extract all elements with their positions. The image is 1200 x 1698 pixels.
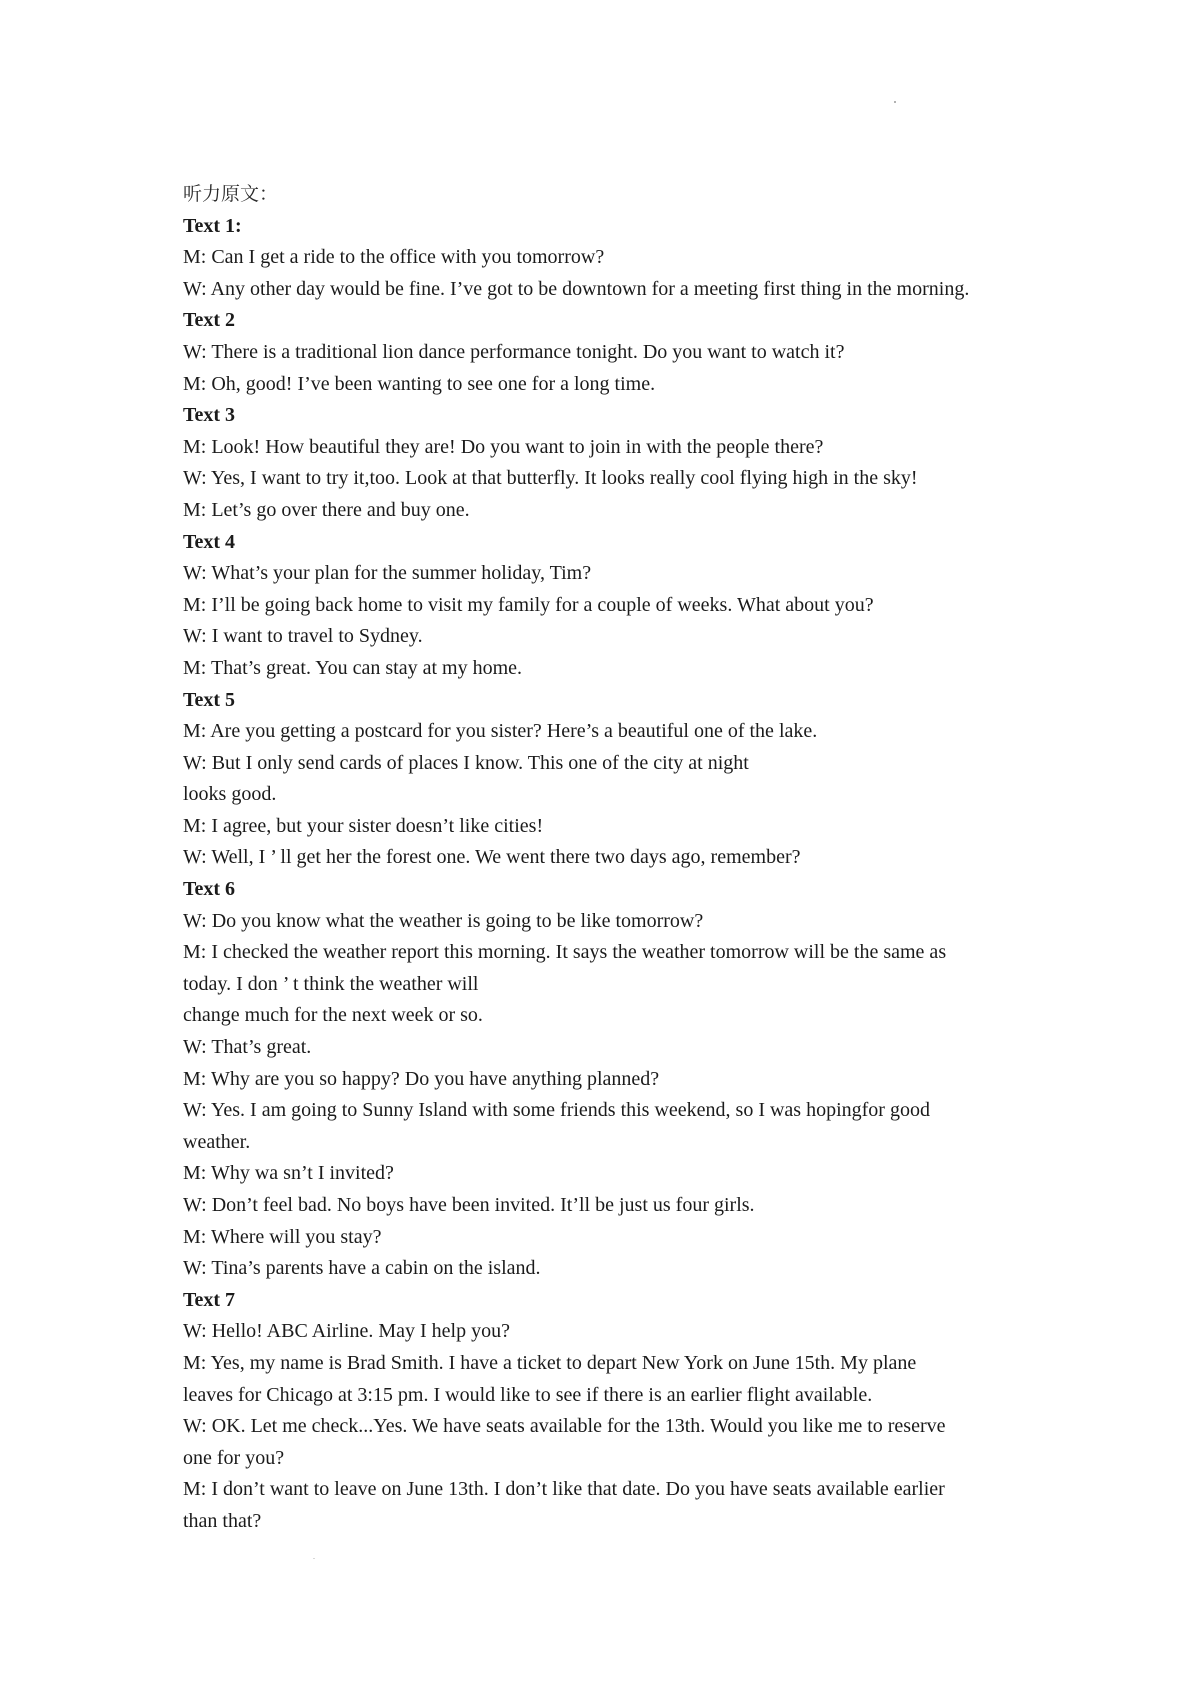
transcript-line: W: Hello! ABC Airline. May I help you? xyxy=(183,1320,510,1343)
transcript-line: W: Do you know what the weather is going to be like tomorrow? xyxy=(183,909,704,932)
transcript-line: W: Well, I ’ ll get her the forest one. We went there two days ago, remember? xyxy=(183,846,801,869)
transcript-line: W: Don’t feel bad. No boys have been invited. It’ll be just us four girls. xyxy=(183,1194,755,1216)
transcript-line: M: Oh, good! I’ve been wanting to see one for a long time. xyxy=(183,372,656,395)
transcript-body xyxy=(183,179,1043,1538)
transcript-line: W: I want to travel to Sydney. xyxy=(183,625,423,648)
scan-speck xyxy=(313,1558,315,1559)
transcript-line: looks good. xyxy=(183,783,277,806)
section-heading: Text 3 xyxy=(183,404,236,427)
transcript-line: W: Yes. I am going to Sunny Island with some friends this weekend, so I was hopingfor good xyxy=(183,1099,930,1122)
transcript-line: M: That’s great. You can stay at my home. xyxy=(183,656,523,679)
transcript-line: M: I don’t want to leave on June 13th. I don’t like that date. Do you have seats available earlier xyxy=(183,1478,945,1501)
transcript-line: change much for the next week or so. xyxy=(183,1004,483,1027)
transcript-line: leaves for Chicago at 3:15 pm. I would like to see if there is an earlier flight available. xyxy=(183,1383,873,1406)
section-heading: Text 2 xyxy=(183,309,236,332)
transcript-line: M: Look! How beautiful they are! Do you want to join in with the people there? xyxy=(183,435,824,458)
section-heading: Text 6 xyxy=(183,878,236,901)
transcript-line: weather. xyxy=(183,1130,251,1153)
transcript-line: W: Yes, I want to try it,too. Look at that butterfly. It looks really cool flying high in the sky! xyxy=(183,467,918,490)
transcript-line: M: Where will you stay? xyxy=(183,1225,382,1248)
transcript-line: W: But I only send cards of places I know. This one of the city at night xyxy=(183,751,749,774)
section-heading: Text 7 xyxy=(183,1288,236,1311)
transcript-line: M: Are you getting a postcard for you sister? Here’s a beautiful one of the lake. xyxy=(183,720,818,743)
transcript-line: M: I checked the weather report this morning. It says the weather tomorrow will be the same as xyxy=(183,941,947,964)
transcript-line: than that? xyxy=(183,1509,262,1532)
transcript-line: M: Yes, my name is Brad Smith. I have a ticket to depart New York on June 15th. My plane xyxy=(183,1351,917,1374)
transcript-line: one for you? xyxy=(183,1446,285,1469)
transcript-line: M: Why are you so happy? Do you have anything planned? xyxy=(183,1067,660,1090)
transcript-line: W: OK. Let me check...Yes. We have seats available for the 13th. Would you like me to reserve xyxy=(183,1415,946,1438)
transcript-line: W: What’s your plan for the summer holiday, Tim? xyxy=(183,562,592,585)
document-title: 听力原文： xyxy=(183,183,279,205)
transcript-line: M: Why wa sn’t I invited? xyxy=(183,1162,394,1185)
transcript-line: W: Any other day would be fine. I’ve got to be downtown for a meeting first thing in the morning. xyxy=(183,277,970,300)
transcript-line: M: I agree, but your sister doesn’t like cities! xyxy=(183,814,544,837)
scan-speck xyxy=(894,101,896,103)
transcript-line: W: That’s great. xyxy=(183,1036,312,1059)
transcript-line: W: There is a traditional lion dance performance tonight. Do you want to watch it? xyxy=(183,340,845,363)
transcript-line: M: I’ll be going back home to visit my family for a couple of weeks. What about you? xyxy=(183,593,874,616)
transcript-line: today. I don ’ t think the weather will xyxy=(183,972,479,995)
section-heading: Text 5 xyxy=(183,688,236,711)
transcript-line: M: Can I get a ride to the office with you tomorrow? xyxy=(183,246,605,269)
section-heading: Text 1: xyxy=(183,214,242,237)
transcript-line: M: Let’s go over there and buy one. xyxy=(183,498,470,521)
section-heading: Text 4 xyxy=(183,530,236,553)
transcript-line: W: Tina’s parents have a cabin on the island. xyxy=(183,1257,541,1280)
